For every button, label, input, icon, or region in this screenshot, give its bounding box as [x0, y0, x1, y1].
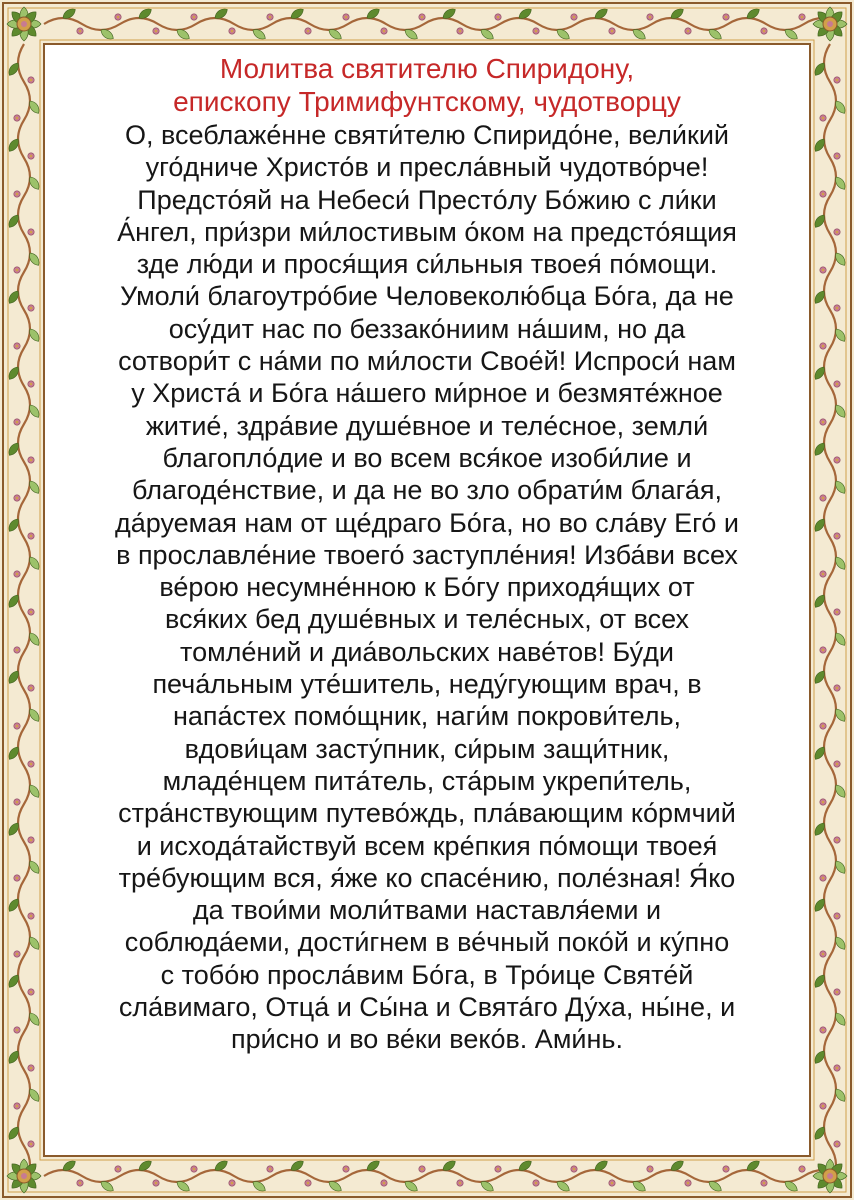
- flower-center: [30, 231, 33, 234]
- prayer-line: житие́, здра́вие душе́вное и теле́сное, земли́: [145, 410, 709, 441]
- flower-center: [16, 193, 19, 196]
- prayer-line: да́руемая нам от ще́драго Бо́га, но во сла́ву Его́ и: [114, 507, 740, 538]
- prayer-line: вдови́цам засту́пник, си́рым защи́тник,: [184, 733, 670, 764]
- flower-center: [725, 16, 728, 19]
- flower-center: [822, 877, 825, 880]
- flower-center: [16, 117, 19, 120]
- flower-center: [822, 725, 825, 728]
- flower-center: [763, 1182, 766, 1185]
- flower-center: [421, 16, 424, 19]
- flower-center: [687, 1182, 690, 1185]
- flower-center: [307, 1182, 310, 1185]
- prayer-line: А́нгел, при́зри ми́лостивым о́ком на предсто́ящия: [117, 216, 737, 247]
- flower-center: [836, 79, 839, 82]
- prayer-line: благопло́дие и во всем вся́кое изоби́лие и: [162, 442, 692, 473]
- flower-center: [383, 30, 386, 33]
- flower-center: [611, 1182, 614, 1185]
- flower-center: [822, 649, 825, 652]
- prayer-line: соблюда́еми, дости́гнем в ве́чный поко́й и ку́пно: [124, 927, 730, 958]
- flower-center: [801, 16, 804, 19]
- flower-center: [836, 763, 839, 766]
- prayer-title: [60, 52, 794, 118]
- flower-center: [16, 725, 19, 728]
- flower-center: [497, 16, 500, 19]
- flower-center: [822, 1029, 825, 1032]
- flower-center: [307, 30, 310, 33]
- flower-center: [535, 30, 538, 33]
- flower-center: [30, 915, 33, 918]
- flower-center: [193, 1168, 196, 1171]
- flower-center: [16, 269, 19, 272]
- prayer-line: вся́ких бед душе́вных и теле́сных, от всех: [164, 604, 690, 635]
- prayer-line: печа́льным уте́шитель, неду́гующим врач, в: [152, 669, 702, 700]
- prayer-line: благоде́нствие, и да не во зло обрати́м блага́я,: [131, 475, 723, 506]
- prayer-line: О, всеблаже́нне святи́телю Спиридо́не, вели́кий: [125, 120, 729, 150]
- flower-center: [16, 1105, 19, 1108]
- prayer-line: стра́нствующим путево́ждь, пла́вающим ко́рмчий: [118, 798, 736, 829]
- flower-center: [16, 649, 19, 652]
- prayer-line: при́сно и во ве́ки веко́в. Ами́нь.: [231, 1024, 623, 1055]
- prayer-line: зде лю́ди и прося́щия си́льныя твоея́ по́мощи.: [136, 249, 718, 280]
- prayer-line: у Христа́ и Бо́га на́шего ми́рное и безмяте́жное: [131, 378, 723, 409]
- title-line: Молитва святителю Спиридону,: [219, 53, 635, 84]
- prayer-line: младе́нцем пита́тель, ста́рым укрепи́тель,: [162, 765, 692, 796]
- flower-center: [836, 459, 839, 462]
- flower-center: [30, 839, 33, 842]
- flower-center: [269, 1168, 272, 1171]
- flower-center: [822, 269, 825, 272]
- flower-center: [649, 16, 652, 19]
- flower-center: [822, 117, 825, 120]
- flower-center: [687, 30, 690, 33]
- flower-center: [421, 1168, 424, 1171]
- flower-center: [30, 687, 33, 690]
- corner-rosette-center: [827, 21, 833, 27]
- flower-center: [30, 307, 33, 310]
- flower-center: [836, 611, 839, 614]
- flower-center: [155, 1182, 158, 1185]
- flower-center: [16, 953, 19, 956]
- flower-center: [30, 383, 33, 386]
- flower-center: [649, 1168, 652, 1171]
- flower-center: [822, 497, 825, 500]
- flower-center: [30, 155, 33, 158]
- flower-center: [30, 1067, 33, 1070]
- flower-center: [117, 16, 120, 19]
- flower-center: [801, 1168, 804, 1171]
- flower-center: [822, 421, 825, 424]
- flower-center: [79, 30, 82, 33]
- flower-center: [269, 16, 272, 19]
- prayer-line: напа́стех помо́щник, наги́м покрови́тель,: [172, 701, 682, 732]
- flower-center: [231, 1182, 234, 1185]
- prayer-text: [60, 118, 794, 1056]
- flower-center: [459, 1182, 462, 1185]
- flower-center: [822, 345, 825, 348]
- prayer-line: и исхода́тайствуй всем кре́пкия по́мощи твоея́: [136, 830, 718, 861]
- flower-center: [535, 1182, 538, 1185]
- prayer-line: тре́бующим вся, я́же ко спасе́нию, поле́зная! Я́ко: [118, 862, 736, 893]
- flower-center: [725, 1168, 728, 1171]
- flower-center: [117, 1168, 120, 1171]
- flower-center: [30, 79, 33, 82]
- prayer-line: да твои́ми моли́твами наставля́еми и: [192, 895, 662, 926]
- flower-center: [193, 16, 196, 19]
- flower-center: [16, 801, 19, 804]
- corner-rosette-center: [21, 1173, 27, 1179]
- flower-center: [459, 30, 462, 33]
- prayer-line: Предсто́яй на Небеси́ Престо́лу Бо́жию с ли́ки: [137, 184, 717, 215]
- flower-center: [836, 535, 839, 538]
- flower-center: [16, 877, 19, 880]
- flower-center: [573, 1168, 576, 1171]
- prayer-line: с тобо́ю просла́вим Бо́га, в Тро́ице Святе́й: [160, 959, 694, 990]
- flower-center: [836, 155, 839, 158]
- prayer-line: сотвори́т с на́ми по ми́лости Свое́й! Испроси́ нам: [118, 346, 736, 377]
- flower-center: [16, 421, 19, 424]
- flower-center: [30, 459, 33, 462]
- flower-center: [16, 1029, 19, 1032]
- flower-center: [497, 1168, 500, 1171]
- flower-center: [836, 307, 839, 310]
- flower-center: [573, 16, 576, 19]
- prayer-line: томле́ний и диа́вольских наве́тов! Бу́ди: [180, 636, 674, 667]
- title-line: епископу Тримифунтскому, чудотворцу: [173, 86, 681, 117]
- flower-center: [30, 611, 33, 614]
- corner-rosette-center: [827, 1173, 833, 1179]
- corner-rosette-center: [21, 21, 27, 27]
- prayer-line: осу́дит нас по беззако́ниим на́шим, но да: [168, 313, 686, 344]
- flower-center: [836, 1143, 839, 1146]
- flower-center: [822, 801, 825, 804]
- flower-center: [30, 991, 33, 994]
- prayer-line: уго́дниче Христо́в и пресла́вный чудотво́рче!: [145, 152, 709, 183]
- prayer-line: в прославле́ние твоего́ заступле́ния! Изба́ви всех: [116, 539, 738, 570]
- flower-center: [836, 383, 839, 386]
- flower-center: [836, 687, 839, 690]
- flower-center: [822, 573, 825, 576]
- flower-center: [16, 497, 19, 500]
- flower-center: [345, 16, 348, 19]
- prayer-line: сла́вимаго, Отца́ и Сы́на и Свята́го Ду́ха, ны́не, и: [118, 992, 736, 1023]
- flower-center: [836, 1067, 839, 1070]
- text-panel: [60, 52, 794, 1148]
- flower-center: [763, 30, 766, 33]
- flower-center: [79, 1182, 82, 1185]
- flower-center: [30, 763, 33, 766]
- flower-center: [30, 1143, 33, 1146]
- flower-center: [822, 1105, 825, 1108]
- flower-center: [383, 1182, 386, 1185]
- prayer-line: Умоли́ благоутро́бие Человеколю́бца Бо́га, да не: [120, 281, 734, 312]
- flower-center: [345, 1168, 348, 1171]
- flower-center: [822, 953, 825, 956]
- flower-center: [30, 535, 33, 538]
- flower-center: [155, 30, 158, 33]
- flower-center: [822, 193, 825, 196]
- flower-center: [836, 839, 839, 842]
- prayer-line: ве́рою несумне́нною к Бо́гу приходя́щих от: [159, 572, 695, 603]
- flower-center: [836, 915, 839, 918]
- flower-center: [16, 573, 19, 576]
- flower-center: [836, 231, 839, 234]
- flower-center: [611, 30, 614, 33]
- flower-center: [231, 30, 234, 33]
- flower-center: [16, 345, 19, 348]
- flower-center: [836, 991, 839, 994]
